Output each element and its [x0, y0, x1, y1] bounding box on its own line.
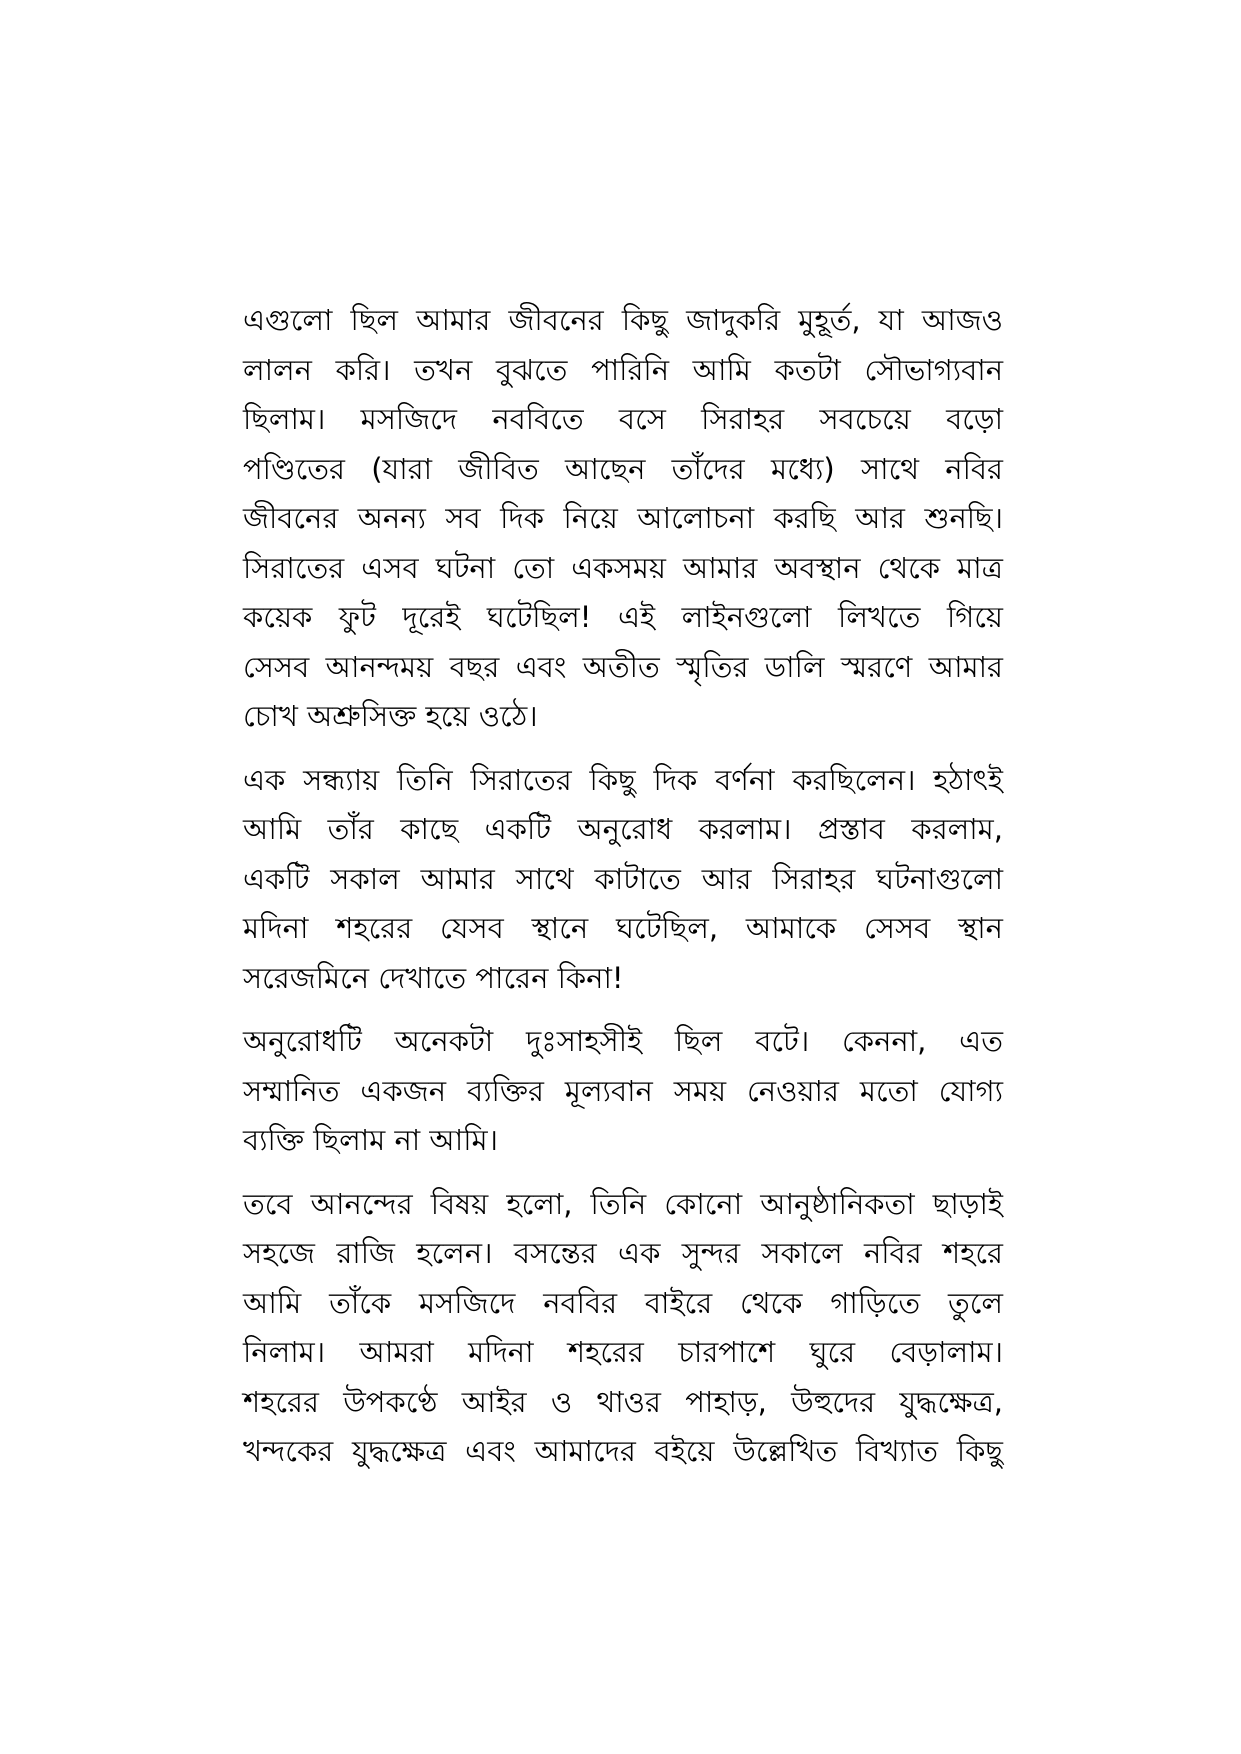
- text-line: ব্যক্তি ছিলাম না আমি।: [243, 1123, 498, 1157]
- text-line: সরেজমিনে দেখাতে পারেন কিনা!: [243, 960, 624, 995]
- text-line: চোখ অশ্রুসিক্ত হয়ে ওঠে।: [243, 699, 538, 733]
- text-line: মদিনা শহরের যেসব স্থানে ঘটেছিল, আমাকে সেসব স্থান: [243, 911, 1003, 945]
- text-line: আমি তাঁকে মসজিদে নববির বাইরে থেকে গাড়িতে তুলে: [243, 1285, 1003, 1320]
- text-line: একটি সকাল আমার সাথে কাটাতে আর সিরাহর ঘটনাগুলো: [243, 861, 1003, 896]
- text-line: সম্মানিত একজন ব্যক্তির মূল্যবান সময় নেওয়ার মতো যোগ্য: [243, 1073, 1003, 1108]
- text-line: জীবনের অনন্য সব দিক নিয়ে আলোচনা করছি আর শুনছি।: [243, 501, 1003, 535]
- text-line: এক সন্ধ্যায় তিনি সিরাতের কিছু দিক বর্ণনা করছিলেন। হঠাৎই: [243, 762, 1003, 797]
- text-line: লালন করি। তখন বুঝতে পারিনি আমি কতটা সৌভাগ্যবান: [243, 352, 1003, 387]
- text-line: খন্দকের যুদ্ধক্ষেত্র এবং আমাদের বইয়ে উল্লেখিত বিখ্যাত কিছু: [243, 1434, 1003, 1468]
- body-text: [243, 296, 1003, 1491]
- paragraph-2: [243, 756, 1003, 1004]
- text-line: সহজে রাজি হলেন। বসন্তের এক সুন্দর সকালে নবির শহরে: [243, 1236, 1003, 1270]
- text-line: আমি তাঁর কাছে একটি অনুরোধ করলাম। প্রস্তাব করলাম,: [243, 812, 1003, 846]
- text-line: এগুলো ছিল আমার জীবনের কিছু জাদুকরি মুহূর্ত, যা আজও: [243, 303, 1003, 337]
- text-line: শহরের উপকণ্ঠে আইর ও থাওর পাহাড়, উহুদের যুদ্ধক্ষেত্র,: [243, 1384, 1003, 1419]
- text-line: ছিলাম। মসজিদে নববিতে বসে সিরাহর সবচেয়ে বড়ো: [243, 402, 1003, 436]
- paragraph-1: [243, 296, 1003, 742]
- text-line: নিলাম। আমরা মদিনা শহরের চারপাশে ঘুরে বেড়ালাম।: [243, 1335, 1003, 1369]
- text-line: সেসব আনন্দময় বছর এবং অতীত স্মৃতির ডালি স্মরণে আমার: [243, 649, 1003, 684]
- text-line: পণ্ডিতের (যারা জীবিত আছেন তাঁদের মধ্যে) সাথে নবির: [243, 451, 1003, 486]
- paragraph-4: [243, 1180, 1003, 1477]
- text-line: সিরাতের এসব ঘটনা তো একসময় আমার অবস্থান থেকে মাত্র: [243, 550, 1003, 585]
- text-line: তবে আনন্দের বিষয় হলো, তিনি কোনো আনুষ্ঠানিকতা ছাড়াই: [243, 1186, 1003, 1221]
- text-line: অনুরোধটি অনেকটা দুঃসাহসীই ছিল বটে। কেননা, এত: [243, 1024, 1003, 1058]
- paragraph-3: [243, 1017, 1003, 1166]
- text-line: কয়েক ফুট দূরেই ঘটেছিল! এই লাইনগুলো লিখতে গিয়ে: [243, 600, 1003, 634]
